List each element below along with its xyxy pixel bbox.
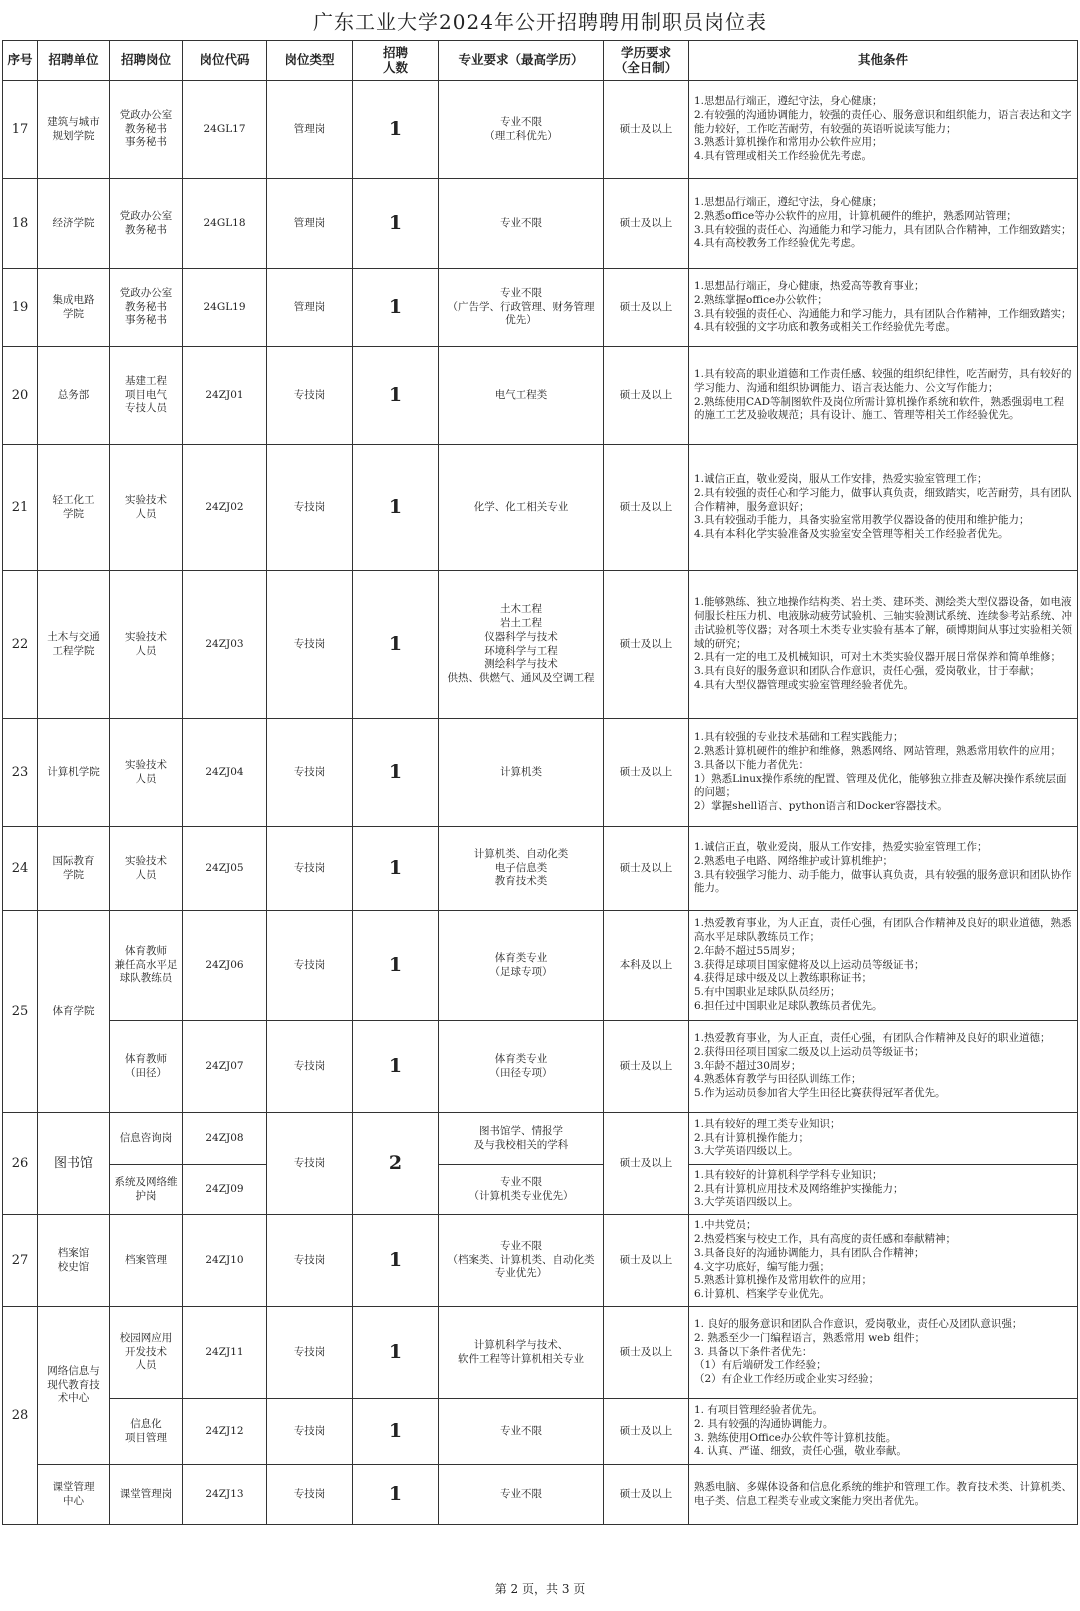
condition-line: 2.具有较强的责任心和学习能力，做事认真负责，细致踏实，吃苦耐劳，具有团队合作精神，服务意识好； bbox=[694, 486, 1072, 513]
post-cell: 体育教师 兼任高水平足 球队教练员 bbox=[110, 911, 183, 1021]
condition-line: 1.能够熟练、独立地操作结构类、岩土类、建环类、测绘类大型仪器设备，如电液伺服长柱压力机、电液脉动疲劳试验机、三轴实验测试系统、连续参考站系统、冲击试验机等仪器；对各项土木类专业实验有基本了解，硕博期间从事过实验相关领域的研究； bbox=[694, 595, 1072, 650]
count-cell: 1 bbox=[353, 571, 439, 719]
edu-cell: 硕士及以上 bbox=[604, 445, 689, 571]
condition-line: 1.热爱教育事业，为人正直，责任心强，有团队合作精神及良好的职业道德，熟悉高水平足球队教练员工作； bbox=[694, 916, 1072, 943]
condition-line: 3.具有较强的责任心、沟通能力和学习能力，具有团队合作精神，工作细致踏实； bbox=[694, 223, 1072, 236]
other-conditions-cell bbox=[689, 1307, 1078, 1399]
post-cell: 党政办公室 教务秘书 bbox=[110, 179, 183, 269]
condition-line: 1.具有较高的职业道德和工作责任感、较强的组织纪律性，吃苦耐劳，具有较好的学习能力、沟通和组织协调能力、语言表达能力、公文写作能力； bbox=[694, 367, 1072, 394]
post-cell: 实验技术 人员 bbox=[110, 719, 183, 827]
post-cell: 基建工程 项目电气 专技人员 bbox=[110, 347, 183, 445]
edu-cell: 硕士及以上 bbox=[604, 1465, 689, 1525]
page-footer: 第 2 页，共 3 页 bbox=[494, 1582, 586, 1596]
major-cell: 化学、化工相关专业 bbox=[439, 445, 604, 571]
table-row bbox=[3, 445, 1078, 571]
count-cell: 2 bbox=[353, 1113, 439, 1215]
seq-cell: 18 bbox=[3, 179, 38, 269]
post-cell: 党政办公室 教务秘书 事务秘书 bbox=[110, 269, 183, 347]
condition-line: 2.具有计算机应用技术及网络维护实操能力； bbox=[694, 1182, 904, 1195]
condition-line: 2.有较强的沟通协调能力，较强的责任心、服务意识和组织能力，语言表达和文字能力较好，工作吃苦耐劳，有较强的英语听说读写能力； bbox=[694, 108, 1072, 135]
condition-line: 1.思想品行端正，遵纪守法，身心健康； bbox=[694, 195, 883, 208]
type-cell: 管理岗 bbox=[267, 81, 353, 179]
unit-cell: 土木与交通 工程学院 bbox=[38, 571, 110, 719]
code-cell: 24GL17 bbox=[183, 81, 267, 179]
edu-cell: 本科及以上 bbox=[604, 911, 689, 1021]
code-cell: 24ZJ11 bbox=[183, 1307, 267, 1399]
other-conditions-cell bbox=[689, 1165, 1078, 1215]
post-cell: 课堂管理岗 bbox=[110, 1465, 183, 1525]
type-cell: 专技岗 bbox=[267, 1021, 353, 1113]
major-cell: 体育类专业 （田径专项） bbox=[439, 1021, 604, 1113]
header-seq: 序号 bbox=[3, 41, 38, 81]
condition-line: 2.具有一定的电工及机械知识，可对土木类实验仪器开展日常保养和简单维修； bbox=[694, 651, 1062, 664]
header-other: 其他条件 bbox=[689, 41, 1078, 81]
condition-line: 3. 具备以下条件者优先： bbox=[694, 1345, 813, 1358]
count-cell: 1 bbox=[353, 1021, 439, 1113]
seq-cell: 27 bbox=[3, 1215, 38, 1307]
header-type: 岗位类型 bbox=[267, 41, 353, 81]
table-header-row bbox=[3, 41, 1078, 81]
count-cell: 1 bbox=[353, 81, 439, 179]
condition-line: 3.具有较强动手能力，具备实验室常用教学仪器设备的使用和维护能力； bbox=[694, 514, 1030, 527]
major-cell: 计算机类、自动化类 电子信息类 教育技术类 bbox=[439, 827, 604, 911]
edu-cell: 硕士及以上 bbox=[604, 827, 689, 911]
seq-cell: 21 bbox=[3, 445, 38, 571]
count-cell: 1 bbox=[353, 719, 439, 827]
edu-cell: 硕士及以上 bbox=[604, 179, 689, 269]
condition-line: 1.诚信正直，敬业爱岗，服从工作安排，热爱实验室管理工作； bbox=[694, 840, 988, 853]
seq-cell: 22 bbox=[3, 571, 38, 719]
major-cell: 专业不限 （档案类、计算机类、自动化类 专业优先） bbox=[439, 1215, 604, 1307]
code-cell: 24ZJ02 bbox=[183, 445, 267, 571]
header-count-line1: 招聘 bbox=[382, 45, 408, 61]
other-conditions-cell bbox=[689, 1021, 1078, 1113]
header-code: 岗位代码 bbox=[183, 41, 267, 81]
code-cell: 24ZJ13 bbox=[183, 1465, 267, 1525]
post-cell: 实验技术 人员 bbox=[110, 445, 183, 571]
table-row bbox=[3, 1307, 1078, 1399]
seq-cell: 17 bbox=[3, 81, 38, 179]
type-cell: 专技岗 bbox=[267, 719, 353, 827]
header-count bbox=[353, 41, 439, 81]
count-cell: 1 bbox=[353, 827, 439, 911]
other-conditions-cell bbox=[689, 347, 1078, 445]
condition-line: 1.具有较强的专业技术基础和工程实践能力； bbox=[694, 730, 904, 743]
edu-cell: 硕士及以上 bbox=[604, 269, 689, 347]
count-cell: 1 bbox=[353, 1399, 439, 1465]
other-conditions-cell bbox=[689, 1215, 1078, 1307]
table-row bbox=[3, 1215, 1078, 1307]
major-cell: 专业不限 bbox=[439, 1399, 604, 1465]
table-row bbox=[3, 269, 1078, 347]
condition-line: 4.具有较强的文字功底和教务或相关工作经验优先考虑。 bbox=[694, 321, 957, 334]
header-edu-line2: （全日制） bbox=[614, 59, 678, 75]
unit-cell: 总务部 bbox=[38, 347, 110, 445]
condition-line: 3.大学英语四级以上。 bbox=[694, 1145, 799, 1158]
other-conditions-cell bbox=[689, 827, 1078, 911]
condition-line: 1.思想品行端正，遵纪守法，身心健康； bbox=[694, 94, 883, 107]
condition-line: 3.年龄不超过30周岁； bbox=[694, 1059, 802, 1072]
post-cell: 信息咨询岗 bbox=[110, 1113, 183, 1165]
condition-line: 2.年龄不超过55周岁； bbox=[694, 944, 802, 957]
condition-line: 4.获得足球中级及以上教练职称证书； bbox=[694, 972, 873, 985]
unit-cell: 体育学院 bbox=[38, 911, 110, 1113]
other-conditions-cell bbox=[689, 1113, 1078, 1165]
table-row bbox=[3, 347, 1078, 445]
table-row bbox=[3, 911, 1078, 1021]
code-cell: 24ZJ03 bbox=[183, 571, 267, 719]
code-cell: 24ZJ01 bbox=[183, 347, 267, 445]
condition-line: 2.熟练使用CAD等制图软件及岗位所需计算机操作系统和软件，熟悉强弱电工程的施工工艺及验收规范；具有设计、施工、管理等相关工作经验优先。 bbox=[694, 395, 1065, 422]
major-cell: 专业不限 （广告学、行政管理、财务管理 优先） bbox=[439, 269, 604, 347]
header-edu-line1: 学历要求 bbox=[620, 45, 671, 61]
post-cell: 校园网应用 开发技术 人员 bbox=[110, 1307, 183, 1399]
type-cell: 专技岗 bbox=[267, 1215, 353, 1307]
post-cell: 党政办公室 教务秘书 事务秘书 bbox=[110, 81, 183, 179]
condition-line: 2.具有计算机操作能力； bbox=[694, 1131, 810, 1144]
major-cell: 计算机科学与技术、 软件工程等计算机相关专业 bbox=[439, 1307, 604, 1399]
table-row bbox=[3, 179, 1078, 269]
condition-line: 4.具有管理或相关工作经验优先考虑。 bbox=[694, 150, 873, 163]
count-cell: 1 bbox=[353, 445, 439, 571]
unit-cell: 集成电路 学院 bbox=[38, 269, 110, 347]
major-cell: 专业不限 （理工科优先） bbox=[439, 81, 604, 179]
table-row bbox=[3, 1021, 1078, 1113]
other-conditions-cell bbox=[689, 911, 1078, 1021]
condition-line: 5.作为运动员参加省大学生田径比赛获得冠军者优先。 bbox=[694, 1087, 946, 1100]
condition-line: 3.熟悉计算机操作和常用办公软件应用； bbox=[694, 136, 883, 149]
post-cell: 体育教师 （田径） bbox=[110, 1021, 183, 1113]
code-cell: 24ZJ04 bbox=[183, 719, 267, 827]
condition-line: 3. 熟练使用Office办公软件等计算机技能。 bbox=[694, 1431, 897, 1444]
edu-cell: 硕士及以上 bbox=[604, 347, 689, 445]
major-cell: 体育类专业 （足球专项） bbox=[439, 911, 604, 1021]
seq-cell: 28 bbox=[3, 1307, 38, 1525]
page-title: 广东工业大学2024年公开招聘聘用制职员岗位表 bbox=[313, 10, 767, 34]
header-unit: 招聘单位 bbox=[38, 41, 110, 81]
edu-cell: 硕士及以上 bbox=[604, 1307, 689, 1399]
code-cell: 24ZJ07 bbox=[183, 1021, 267, 1113]
code-cell: 24ZJ09 bbox=[183, 1165, 267, 1215]
table-row bbox=[3, 719, 1078, 827]
unit-cell: 课堂管理 中心 bbox=[38, 1465, 110, 1525]
major-cell: 专业不限 （计算机类专业优先） bbox=[439, 1165, 604, 1215]
code-cell: 24ZJ12 bbox=[183, 1399, 267, 1465]
code-cell: 24ZJ10 bbox=[183, 1215, 267, 1307]
condition-line: 1.思想品行端正，身心健康，热爱高等教育事业； bbox=[694, 279, 925, 292]
condition-line: 1. 有项目管理经验者优先。 bbox=[694, 1403, 823, 1416]
header-major: 专业要求（最高学历） bbox=[439, 41, 604, 81]
condition-line: 4.熟悉体育教学与田径队训练工作； bbox=[694, 1073, 862, 1086]
count-cell: 1 bbox=[353, 179, 439, 269]
count-cell: 1 bbox=[353, 1465, 439, 1525]
condition-line: 2.熟悉电子电路、网络维护或计算机维护； bbox=[694, 854, 894, 867]
post-cell: 实验技术 人员 bbox=[110, 571, 183, 719]
table-row bbox=[3, 1113, 1078, 1165]
count-cell: 1 bbox=[353, 269, 439, 347]
unit-cell: 档案馆 校史馆 bbox=[38, 1215, 110, 1307]
condition-line: （2）有企业工作经历或企业实习经验； bbox=[694, 1373, 880, 1386]
post-cell: 信息化 项目管理 bbox=[110, 1399, 183, 1465]
condition-line: 5.熟悉计算机操作及常用软件的应用； bbox=[694, 1274, 873, 1287]
major-cell: 专业不限 bbox=[439, 1465, 604, 1525]
type-cell: 专技岗 bbox=[267, 911, 353, 1021]
condition-line: 2. 熟悉至少一门编程语言，熟悉常用 web 组件； bbox=[694, 1331, 925, 1344]
count-cell: 1 bbox=[353, 1307, 439, 1399]
table-row bbox=[3, 81, 1078, 179]
major-cell: 计算机类 bbox=[439, 719, 604, 827]
unit-cell: 国际教育 学院 bbox=[38, 827, 110, 911]
unit-cell: 经济学院 bbox=[38, 179, 110, 269]
condition-line: 1.具有较好的计算机科学学科专业知识； bbox=[694, 1168, 883, 1181]
condition-line: 1）熟悉Linux操作系统的配置、管理及优化，能够独立排查及解决操作系统层面的问题； bbox=[694, 772, 1067, 799]
edu-cell: 硕士及以上 bbox=[604, 1113, 689, 1215]
code-cell: 24GL19 bbox=[183, 269, 267, 347]
other-conditions-cell bbox=[689, 719, 1078, 827]
edu-cell: 硕士及以上 bbox=[604, 1399, 689, 1465]
condition-line: 4.具有大型仪器管理或实验室管理经验者优先。 bbox=[694, 679, 915, 692]
condition-line: 1.热爱教育事业，为人正直，责任心强，有团队合作精神及良好的职业道德； bbox=[694, 1031, 1051, 1044]
other-conditions-cell bbox=[689, 269, 1078, 347]
major-cell: 电气工程类 bbox=[439, 347, 604, 445]
other-conditions-cell bbox=[689, 445, 1078, 571]
condition-line: 6.担任过中国职业足球队教练员者优先。 bbox=[694, 1000, 883, 1013]
condition-line: 2. 具有较强的沟通协调能力。 bbox=[694, 1417, 834, 1430]
table-row bbox=[3, 1165, 1078, 1215]
code-cell: 24ZJ06 bbox=[183, 911, 267, 1021]
type-cell: 专技岗 bbox=[267, 827, 353, 911]
unit-cell: 网络信息与 现代教育技 术中心 bbox=[38, 1307, 110, 1465]
other-conditions-cell bbox=[689, 179, 1078, 269]
unit-cell: 轻工化工 学院 bbox=[38, 445, 110, 571]
condition-line: 4.文字功底好，编写能力强； bbox=[694, 1260, 831, 1273]
count-cell: 1 bbox=[353, 1215, 439, 1307]
type-cell: 管理岗 bbox=[267, 269, 353, 347]
header-edu bbox=[604, 41, 689, 81]
post-cell: 实验技术 人员 bbox=[110, 827, 183, 911]
post-cell: 系统及网络维 护岗 bbox=[110, 1165, 183, 1215]
condition-line: 1. 良好的服务意识和团队合作意识，爱岗敬业，责任心及团队意识强； bbox=[694, 1317, 1023, 1330]
unit-cell: 图书馆 bbox=[38, 1113, 110, 1215]
unit-cell: 计算机学院 bbox=[38, 719, 110, 827]
condition-line: 3.具备良好的沟通协调能力，具有团队合作精神； bbox=[694, 1246, 925, 1259]
condition-line: 1.具有较好的理工类专业知识； bbox=[694, 1117, 841, 1130]
type-cell: 专技岗 bbox=[267, 1307, 353, 1399]
edu-cell: 硕士及以上 bbox=[604, 1021, 689, 1113]
major-cell: 土木工程 岩土工程 仪器科学与技术 环境科学与工程 测绘科学与技术 供热、供燃气、通风及空调工程 bbox=[439, 571, 604, 719]
condition-line: 4.具有本科化学实验准备及实验室安全管理等相关工作经验者优先。 bbox=[694, 528, 1009, 541]
other-conditions-cell bbox=[689, 571, 1078, 719]
condition-line: 3.具备以下能力者优先： bbox=[694, 758, 810, 771]
condition-line: 2.熟悉office等办公软件的应用，计算机硬件的维护，熟悉网站管理； bbox=[694, 209, 1017, 222]
condition-line: 2.熟练掌握office办公软件； bbox=[694, 293, 828, 306]
condition-line: 2.热爱档案与校史工作，具有高度的责任感和奉献精神； bbox=[694, 1232, 957, 1245]
count-cell: 1 bbox=[353, 911, 439, 1021]
type-cell: 专技岗 bbox=[267, 445, 353, 571]
edu-cell: 硕士及以上 bbox=[604, 571, 689, 719]
major-cell: 图书馆学、情报学 及与我校相关的学科 bbox=[439, 1113, 604, 1165]
condition-line: 3.具有较强学习能力、动手能力，做事认真负责，具有较强的服务意识和团队协作能力。 bbox=[694, 868, 1072, 895]
seq-cell: 25 bbox=[3, 911, 38, 1113]
seq-cell: 26 bbox=[3, 1113, 38, 1215]
edu-cell: 硕士及以上 bbox=[604, 81, 689, 179]
code-cell: 24GL18 bbox=[183, 179, 267, 269]
other-conditions-cell bbox=[689, 1399, 1078, 1465]
seq-cell: 20 bbox=[3, 347, 38, 445]
other-conditions-cell bbox=[689, 81, 1078, 179]
post-cell: 档案管理 bbox=[110, 1215, 183, 1307]
condition-line: 5.有中国职业足球队队员经历； bbox=[694, 986, 841, 999]
type-cell: 专技岗 bbox=[267, 1399, 353, 1465]
type-cell: 专技岗 bbox=[267, 1113, 353, 1215]
condition-line: 1.诚信正直，敬业爱岗，服从工作安排，热爱实验室管理工作； bbox=[694, 472, 988, 485]
header-post: 招聘岗位 bbox=[110, 41, 183, 81]
table-body bbox=[3, 81, 1078, 1525]
seq-cell: 19 bbox=[3, 269, 38, 347]
table-row bbox=[3, 571, 1078, 719]
condition-line: 熟悉电脑、多媒体设备和信息化系统的维护和管理工作。教育技术类、计算机类、电子类、信息工程类专业或文案能力突出者优先。 bbox=[694, 1480, 1072, 1507]
type-cell: 管理岗 bbox=[267, 179, 353, 269]
table-row bbox=[3, 1465, 1078, 1525]
condition-line: 4.具有高校教务工作经验优先考虑。 bbox=[694, 237, 862, 250]
table-row bbox=[3, 1399, 1078, 1465]
unit-cell: 建筑与城市 规划学院 bbox=[38, 81, 110, 179]
other-conditions-cell bbox=[689, 1465, 1078, 1525]
condition-line: 2）掌握shell语言、python语言和Docker容器技术。 bbox=[694, 800, 948, 813]
condition-line: 1.中共党员； bbox=[694, 1218, 757, 1231]
count-cell: 1 bbox=[353, 347, 439, 445]
condition-line: 3.大学英语四级以上。 bbox=[694, 1196, 799, 1209]
type-cell: 专技岗 bbox=[267, 347, 353, 445]
condition-line: 3.具有较强的责任心、沟通能力和学习能力，具有团队合作精神，工作细致踏实； bbox=[694, 307, 1072, 320]
seq-cell: 23 bbox=[3, 719, 38, 827]
code-cell: 24ZJ08 bbox=[183, 1113, 267, 1165]
condition-line: 6.计算机、档案学专业优先。 bbox=[694, 1288, 831, 1301]
table-row bbox=[3, 827, 1078, 911]
condition-line: 3.具有良好的服务意识和团队合作意识，责任心强，爱岗敬业，甘于奉献； bbox=[694, 665, 1041, 678]
condition-line: （1）有后端研发工作经验； bbox=[694, 1359, 827, 1372]
condition-line: 3.获得足球项目国家健将及以上运动员等级证书； bbox=[694, 958, 925, 971]
type-cell: 专技岗 bbox=[267, 571, 353, 719]
major-cell: 专业不限 bbox=[439, 179, 604, 269]
code-cell: 24ZJ05 bbox=[183, 827, 267, 911]
type-cell: 专技岗 bbox=[267, 1465, 353, 1525]
seq-cell: 24 bbox=[3, 827, 38, 911]
positions-table bbox=[2, 40, 1078, 1525]
edu-cell: 硕士及以上 bbox=[604, 1215, 689, 1307]
edu-cell: 硕士及以上 bbox=[604, 719, 689, 827]
condition-line: 2.获得田径项目国家二级及以上运动员等级证书； bbox=[694, 1045, 925, 1058]
condition-line: 4. 认真、严谨、细致，责任心强，敬业奉献。 bbox=[694, 1445, 907, 1458]
condition-line: 2.熟悉计算机硬件的维护和维修，熟悉网络、网站管理，熟悉常用软件的应用； bbox=[694, 744, 1062, 757]
header-count-line2: 人数 bbox=[382, 59, 408, 75]
